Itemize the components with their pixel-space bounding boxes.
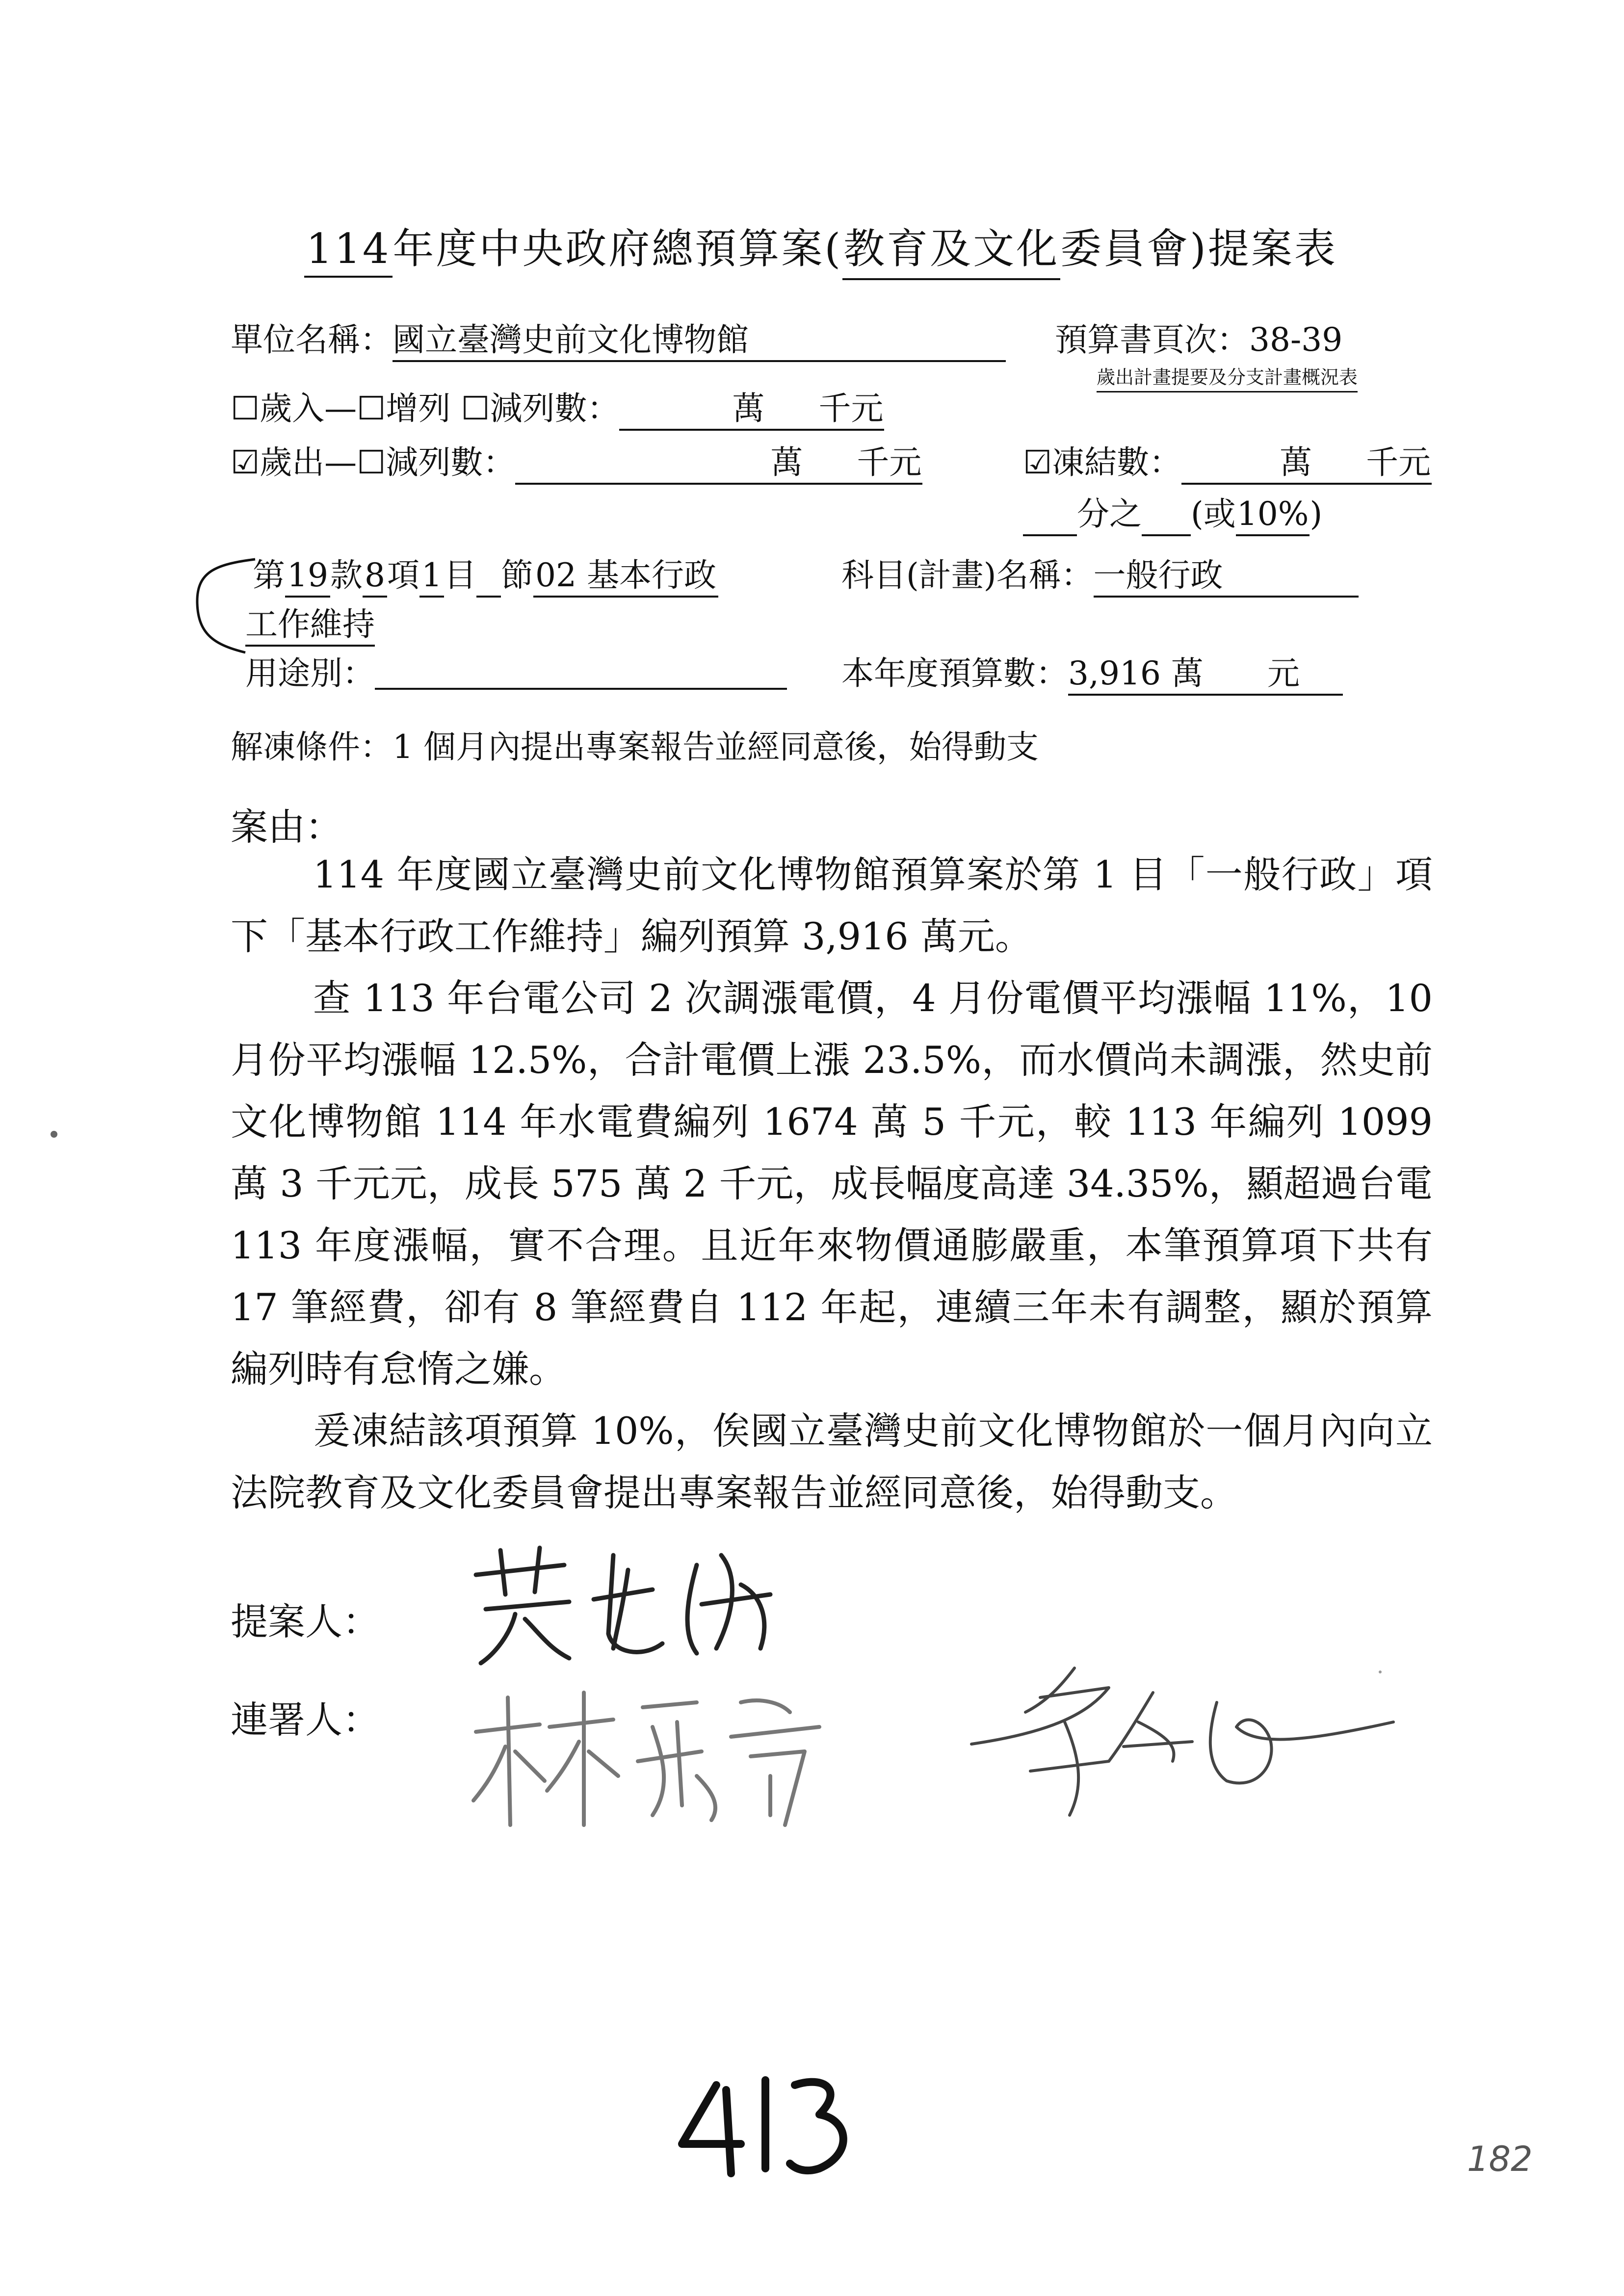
- expense-label: ☑歲出—☐減列數：: [231, 444, 516, 481]
- revenue-row: [231, 392, 884, 431]
- fraction-numerator-blank: [1023, 506, 1077, 536]
- expense-qian: 千元: [857, 444, 922, 481]
- expense-row: [231, 446, 922, 485]
- stray-dot: [1379, 1670, 1382, 1673]
- subject-jie-label: 節: [500, 556, 533, 594]
- unit-name: 國立臺灣史前文化博物館: [393, 324, 1006, 362]
- subject-xiang-label: 項: [387, 556, 419, 594]
- freeze-amount-field: [1181, 446, 1432, 485]
- paragraph-2: 查 113 年台電公司 2 次調漲電價，4 月份電價平均漲幅 11%，10 月份平均漲幅 12.5%，合計電價上漲 23.5%，而水價尚未調漲，然史前文化博物館 114 年水電費編列 1674 萬 5 千元，較 113 年編列 1099 萬 3 千元元，成長 575 萬 2 千元，成長幅度高達 34.35%，顯超過台電 113 年度漲幅，實不合理。且近年來物價通膨嚴重，本筆預算項下共有 17 筆經費，卻有 8 筆經費自 112 年起，連續三年未有調整，顯於預算編列時有怠惰之嫌。: [231, 976, 1433, 1391]
- subject-line2: 工作維持: [245, 608, 375, 647]
- freeze-label: ☑凍結數：: [1023, 444, 1182, 481]
- freeze-wan: 萬: [1280, 444, 1312, 481]
- proposer-signature: [466, 1536, 810, 1683]
- subject-row: [253, 556, 718, 598]
- reason-label: 案由：: [231, 805, 342, 849]
- budget-value: 3,916 萬: [1068, 654, 1204, 692]
- cosigner-label: 連署人：: [231, 1698, 380, 1742]
- corner-number: 182: [1467, 2139, 1533, 2179]
- subject-kuan-number: 19: [285, 559, 330, 598]
- subject-kuan-label: 款: [330, 556, 363, 594]
- expense-wan: 萬: [770, 444, 803, 481]
- freeze-qian: 千元: [1366, 444, 1431, 481]
- freeze-row: [1023, 446, 1432, 485]
- subject-line2-row: [245, 605, 375, 647]
- subject-code: 02 基本行政: [533, 559, 718, 598]
- title-tail: 委員會)提案表: [1060, 225, 1337, 273]
- fraction-percent: 10%: [1236, 498, 1310, 536]
- subject-xiang-number: 8: [363, 559, 387, 598]
- budget-unit: 元: [1267, 654, 1300, 692]
- unit-row: [231, 321, 1006, 362]
- subject-name-label: 科目(計畫)名稱：: [841, 556, 1094, 594]
- unfreeze-condition: 解凍條件：1 個月內提出專案報告並經同意後，始得動支: [231, 728, 1039, 766]
- budget-page-note: 歲出計畫提要及分支計畫概況表: [1097, 362, 1358, 392]
- expense-amount-field: [515, 446, 922, 485]
- budget-row: [841, 654, 1343, 696]
- usage-row: [245, 654, 787, 692]
- title-year: 114: [304, 225, 393, 278]
- proposer-label: 提案人：: [231, 1600, 380, 1644]
- usage-blank: [375, 659, 787, 690]
- subject-di: 第: [253, 556, 285, 594]
- subject-mu-label: 目: [444, 556, 476, 594]
- fraction-or: (或: [1191, 495, 1236, 533]
- unit-label: 單位名稱：: [231, 321, 393, 359]
- budget-value-field: [1068, 654, 1343, 696]
- budget-label: 本年度預算數：: [841, 654, 1068, 692]
- paragraph-3: 爰凍結該項預算 10%，俟國立臺灣史前文化博物館於一個月內向立法院教育及文化委員會提出專案報告並經同意後，始得動支。: [231, 1409, 1433, 1514]
- subject-name-row: [841, 556, 1359, 598]
- title-mid: 年度中央政府總預算案(: [393, 225, 843, 273]
- subject-mu-number: 1: [419, 559, 444, 598]
- subject-name: 一般行政: [1094, 559, 1359, 598]
- fraction-row: [1023, 495, 1323, 536]
- fraction-fen: 分之: [1077, 495, 1142, 533]
- budget-page-label: 預算書頁次：38-39: [1055, 321, 1343, 359]
- paragraph-1: 114 年度國立臺灣史前文化博物館預算案於第 1 目「一般行政」項下「基本行政工作維持」編列預算 3,916 萬元。: [231, 853, 1433, 958]
- handwritten-page-number: [672, 2070, 868, 2178]
- usage-label: 用途別：: [245, 654, 375, 692]
- fraction-close: ): [1310, 495, 1323, 533]
- reason-body: [231, 844, 1433, 1524]
- title-committee: 教育及文化: [842, 216, 1060, 280]
- stray-dot: [51, 1131, 57, 1138]
- revenue-wan: 萬: [732, 390, 765, 427]
- subject-jie-blank: [476, 567, 501, 598]
- revenue-amount-field: [619, 392, 884, 431]
- cosigner-signature-2: [962, 1658, 1403, 1835]
- document-title: [304, 216, 1337, 280]
- cosigner-signature-1: [466, 1678, 859, 1840]
- revenue-label: ☐歲入—☐增列 ☐減列數：: [231, 390, 620, 427]
- fraction-denominator-blank: [1142, 506, 1191, 536]
- revenue-qian: 千元: [818, 390, 884, 427]
